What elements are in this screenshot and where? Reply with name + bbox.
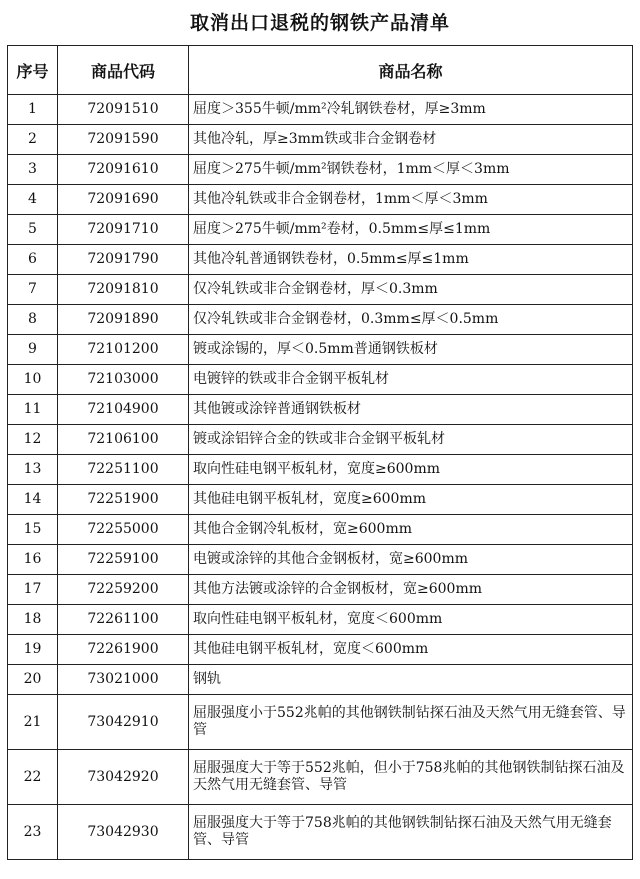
header-name: 商品名称 <box>189 46 633 95</box>
row-code: 72104900 <box>58 395 189 425</box>
table-body <box>8 95 633 860</box>
row-code: 72101200 <box>58 335 189 365</box>
table-row <box>8 575 633 605</box>
row-index: 8 <box>8 305 58 335</box>
row-name: 电镀锌的铁或非合金钢平板轧材 <box>189 365 633 395</box>
row-code: 72091710 <box>58 215 189 245</box>
row-code: 72091510 <box>58 95 189 125</box>
row-index: 20 <box>8 665 58 695</box>
table-row <box>8 275 633 305</box>
row-index: 5 <box>8 215 58 245</box>
row-name: 屈服强度大于等于758兆帕的其他钢铁制钻探石油及天然气用无缝套管、导管 <box>189 805 633 860</box>
row-code: 72259100 <box>58 545 189 575</box>
row-code: 73042920 <box>58 750 189 805</box>
table-row <box>8 125 633 155</box>
row-index: 17 <box>8 575 58 605</box>
row-index: 13 <box>8 455 58 485</box>
row-code: 72106100 <box>58 425 189 455</box>
row-name: 其他冷轧铁或非合金钢卷材，1mm＜厚＜3mm <box>189 185 633 215</box>
row-name: 镀或涂锡的，厚＜0.5mm普通钢铁板材 <box>189 335 633 365</box>
row-name: 其他冷轧，厚≥3mm铁或非合金钢卷材 <box>189 125 633 155</box>
table-header-row <box>8 46 633 95</box>
row-name: 取向性硅电钢平板轧材，宽度≥600mm <box>189 455 633 485</box>
table-row <box>8 805 633 860</box>
row-index: 15 <box>8 515 58 545</box>
row-name: 其他硅电钢平板轧材，宽度≥600mm <box>189 485 633 515</box>
row-index: 3 <box>8 155 58 185</box>
table-row <box>8 750 633 805</box>
row-name: 仅冷轧铁或非合金钢卷材，厚＜0.3mm <box>189 275 633 305</box>
row-code: 72259200 <box>58 575 189 605</box>
row-name: 屈度＞275牛顿/mm²钢铁卷材，1mm＜厚＜3mm <box>189 155 633 185</box>
table-row <box>8 515 633 545</box>
row-index: 10 <box>8 365 58 395</box>
row-name: 屈服强度小于552兆帕的其他钢铁制钻探石油及天然气用无缝套管、导管 <box>189 695 633 750</box>
table-row <box>8 215 633 245</box>
row-index: 16 <box>8 545 58 575</box>
row-name: 仅冷轧铁或非合金钢卷材，0.3mm≤厚＜0.5mm <box>189 305 633 335</box>
row-name: 其他硅电钢平板轧材，宽度＜600mm <box>189 635 633 665</box>
row-index: 18 <box>8 605 58 635</box>
row-code: 73042930 <box>58 805 189 860</box>
table-row <box>8 425 633 455</box>
row-code: 72091790 <box>58 245 189 275</box>
row-index: 14 <box>8 485 58 515</box>
row-code: 72255000 <box>58 515 189 545</box>
row-name: 屈度＞355牛顿/mm²冷轧钢铁卷材，厚≥3mm <box>189 95 633 125</box>
header-code: 商品代码 <box>58 46 189 95</box>
row-name: 其他镀或涂锌普通钢铁板材 <box>189 395 633 425</box>
table-row <box>8 95 633 125</box>
row-name: 钢轨 <box>189 665 633 695</box>
table-row <box>8 305 633 335</box>
table-row <box>8 665 633 695</box>
row-index: 6 <box>8 245 58 275</box>
row-index: 19 <box>8 635 58 665</box>
table-row <box>8 545 633 575</box>
row-code: 72091810 <box>58 275 189 305</box>
row-name: 其他方法镀或涂锌的合金钢板材，宽≥600mm <box>189 575 633 605</box>
table-row <box>8 365 633 395</box>
row-code: 72251100 <box>58 455 189 485</box>
row-index: 22 <box>8 750 58 805</box>
row-code: 73042910 <box>58 695 189 750</box>
row-index: 2 <box>8 125 58 155</box>
row-name: 电镀或涂锌的其他合金钢板材，宽≥600mm <box>189 545 633 575</box>
row-index: 1 <box>8 95 58 125</box>
table-row <box>8 155 633 185</box>
row-name: 屈度＞275牛顿/mm²卷材，0.5mm≤厚≤1mm <box>189 215 633 245</box>
table-row <box>8 335 633 365</box>
row-name: 其他合金钢冷轧板材，宽≥600mm <box>189 515 633 545</box>
row-code: 72091590 <box>58 125 189 155</box>
row-index: 7 <box>8 275 58 305</box>
table-row <box>8 245 633 275</box>
row-index: 23 <box>8 805 58 860</box>
product-table <box>7 45 633 860</box>
row-code: 72261900 <box>58 635 189 665</box>
row-code: 72261100 <box>58 605 189 635</box>
table-row <box>8 635 633 665</box>
row-code: 72091690 <box>58 185 189 215</box>
table-row <box>8 485 633 515</box>
header-index: 序号 <box>8 46 58 95</box>
table-row <box>8 395 633 425</box>
row-index: 4 <box>8 185 58 215</box>
row-code: 72091890 <box>58 305 189 335</box>
row-name: 屈服强度大于等于552兆帕，但小于758兆帕的其他钢铁制钻探石油及天然气用无缝套管、导管 <box>189 750 633 805</box>
table-row <box>8 455 633 485</box>
table-row <box>8 605 633 635</box>
row-index: 12 <box>8 425 58 455</box>
row-name: 取向性硅电钢平板轧材，宽度＜600mm <box>189 605 633 635</box>
page-title: 取消出口退税的钢铁产品清单 <box>189 12 450 34</box>
row-index: 9 <box>8 335 58 365</box>
table-row <box>8 695 633 750</box>
row-code: 72091610 <box>58 155 189 185</box>
row-name: 其他冷轧普通钢铁卷材，0.5mm≤厚≤1mm <box>189 245 633 275</box>
row-code: 73021000 <box>58 665 189 695</box>
row-index: 11 <box>8 395 58 425</box>
row-index: 21 <box>8 695 58 750</box>
row-name: 镀或涂铝锌合金的铁或非合金钢平板轧材 <box>189 425 633 455</box>
row-code: 72103000 <box>58 365 189 395</box>
table-row <box>8 185 633 215</box>
row-code: 72251900 <box>58 485 189 515</box>
